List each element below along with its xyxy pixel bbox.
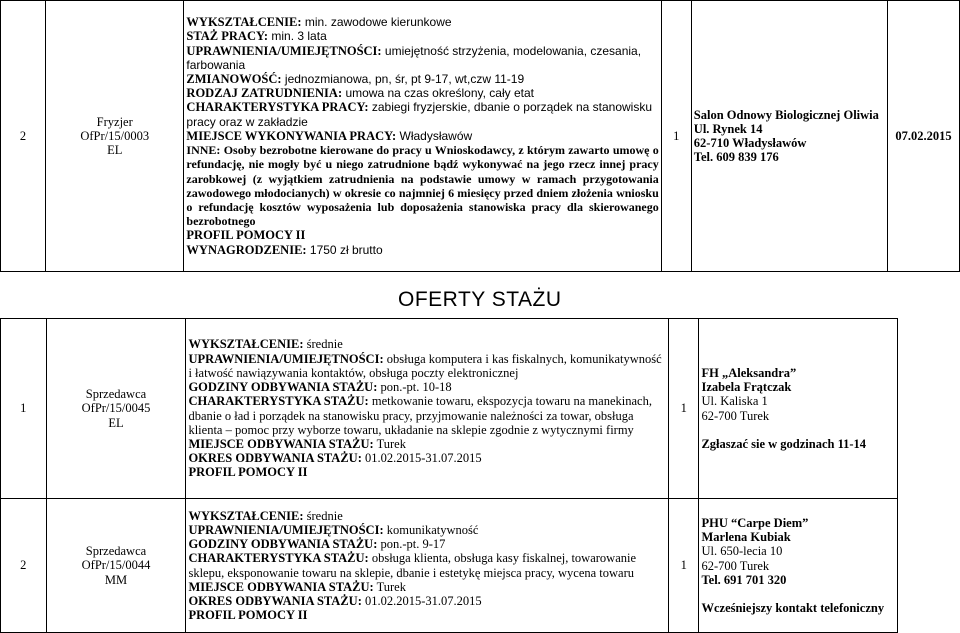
employment-type-value: umowa na czas określony, cały etat [342, 86, 534, 101]
experience-value: min. 3 lata [268, 29, 327, 44]
workplace-value: Władysławów [396, 128, 473, 143]
internship-initials: MM [104, 572, 128, 587]
internship-description-label: CHARAKTERYSTYKA STAŻU: [188, 394, 369, 409]
employer-cell [691, 1, 887, 272]
period-value: 01.02.2015-31.07.2015 [361, 451, 482, 466]
internship-initials: EL [108, 415, 124, 430]
employer-name: FH „Aleksandra” [701, 365, 797, 380]
skills-label: UPRAWNIENIA/UMIEJĘTNOŚCI: [186, 43, 382, 58]
internship-number: 1 [1, 319, 47, 499]
skills-value: umiejętność strzyżenia, modelowania, czesania, farbowania [186, 43, 642, 72]
employer-person: Izabela Frątczak [701, 380, 792, 395]
work-description-value: zabiegi fryzjerskie, dbanie o porządek na stanowisku pracy oraz w zakładzie [186, 100, 653, 129]
experience-label: STAŻ PRACY: [186, 29, 269, 44]
education-value: średnie [303, 337, 343, 352]
employer-city: 62-700 Turek [701, 408, 770, 423]
internship-offers-table [0, 318, 898, 633]
employer-street: Ul. Rynek 14 [693, 121, 763, 136]
hours-value: pon.-pt. 10-18 [377, 380, 452, 395]
location-label: MIEJSCE ODBYWANIA STAŻU: [188, 436, 374, 451]
shifts-label: ZMIANOWOŚĆ: [186, 72, 282, 87]
location-value: Turek [373, 436, 406, 451]
employer-cell [699, 319, 898, 499]
skills-label: UPRAWNIENIA/UMIEJĘTNOŚCI: [188, 522, 384, 537]
employer-phone: Tel. 609 839 176 [693, 150, 779, 165]
internship-code: OfPr/15/0044 [81, 558, 151, 573]
education-value: średnie [303, 508, 343, 523]
employer-note: Zgłaszać sie w godzinach 11-14 [701, 436, 867, 451]
skills-value: komunikatywność [383, 522, 479, 537]
internship-description-label: CHARAKTERYSTYKA STAŻU: [188, 551, 369, 566]
support-profile: PROFIL POMOCY II [186, 228, 306, 243]
employer-street: Ul. 650-lecia 10 [701, 544, 783, 559]
internship-title-cell [46, 499, 186, 633]
internship-description-value: metkowanie towaru, ekspozycja towaru na manekinach, dbanie o ład i porządek na stanowisku pracy, przyjmowanie należności za towar, obsługa klienta – pomoc przy wyborze towaru, układanie na sklepie zgodnie z wytycznymi firmy [188, 394, 652, 437]
hours-label: GODZINY ODBYWANIA STAŻU: [188, 537, 378, 552]
job-title-cell [46, 1, 184, 272]
employment-type-label: RODZAJ ZATRUDNIENIA: [186, 86, 343, 101]
other-info: INNE: Osoby bezrobotne kierowane do pracy u Wnioskodawcy, z którym zawarto umowę o refundację, nie mogły być u niego zatrudnione bądź wykonywać na jego rzecz innej pracy zarobkowej (z wyjątkiem zatrudnienia na podstawie umowy w ramach przygotowania zawodowego młodocianych) w okresie co najmniej 6 miesięcy przed dniem złożenia wniosku o refundację kosztów wyposażenia lub doposażenia stanowiska pracy dla skierowanego bezrobotnego [186, 143, 659, 229]
skills-label: UPRAWNIENIA/UMIEJĘTNOŚCI: [188, 351, 384, 366]
internship-code: OfPr/15/0045 [81, 401, 151, 416]
employer-note: Wcześniejszy kontakt telefoniczny [701, 600, 885, 615]
internship-description [186, 319, 669, 499]
table-row [1, 499, 898, 633]
support-profile: PROFIL POMOCY II [188, 608, 308, 623]
table-row [1, 319, 898, 499]
employer-person: Marlena Kubiak [701, 530, 791, 545]
employer-city: 62-710 Władysławów [693, 136, 807, 150]
job-offer-table [0, 0, 960, 272]
employer-city: 62-700 Turek [701, 558, 770, 573]
offer-description [184, 1, 661, 272]
employer-street: Ul. Kaliska 1 [701, 394, 768, 409]
hours-value: pon.-pt. 9-17 [377, 537, 446, 552]
positions-count: 1 [661, 1, 691, 272]
workplace-label: MIEJSCE WYKONYWANIA PRACY: [186, 128, 397, 143]
support-profile: PROFIL POMOCY II [188, 465, 308, 480]
salary-label: WYNAGRODZENIE: [186, 242, 307, 257]
employer-cell [699, 499, 898, 633]
internship-offers-heading: OFERTY STAŻU [398, 288, 562, 311]
offer-number: 2 [1, 1, 46, 272]
internship-description [186, 499, 669, 633]
positions-count: 1 [669, 319, 699, 499]
internship-title: Sprzedawca [85, 544, 147, 559]
education-value: min. zawodowe kierunkowe [301, 15, 452, 30]
internship-title-cell [46, 319, 186, 499]
salary-value: 1750 zł brutto [306, 242, 383, 257]
location-value: Turek [373, 579, 406, 594]
skills-value: obsługa komputera i kas fiskalnych, komunikatywność i łatwość nawiązywania kontaktów, obsługa poczty elektronicznej [188, 351, 662, 380]
period-label: OKRES ODBYWANIA STAŻU: [188, 593, 362, 608]
shifts-value: jednozmianowa, pn, śr, pt 9-17, wt,czw 11-19 [281, 72, 525, 87]
period-label: OKRES ODBYWANIA STAŻU: [188, 451, 362, 466]
location-label: MIEJSCE ODBYWANIA STAŻU: [188, 579, 374, 594]
internship-title: Sprzedawca [85, 387, 147, 402]
hours-label: GODZINY ODBYWANIA STAŻU: [188, 380, 378, 395]
internship-number: 2 [1, 499, 47, 633]
offer-date: 07.02.2015 [888, 1, 960, 272]
period-value: 01.02.2015-31.07.2015 [361, 593, 482, 608]
table-row [1, 1, 960, 272]
work-description-label: CHARAKTERYSTYKA PRACY: [186, 100, 369, 115]
employer-name: Salon Odnowy Biologicznej Oliwia [693, 107, 879, 122]
internship-description-value: obsługa klienta, obsługa kasy fiskalnej, towarowanie sklepu, eksponowanie towaru na sklepie, dbanie i estetykę miejsca pracy, wycena towaru [188, 551, 637, 580]
employer-name: PHU “Carpe Diem” [701, 515, 809, 530]
offer-code: OfPr/15/0003 [80, 128, 150, 143]
job-title: Fryzjer [96, 114, 133, 129]
education-label: WYKSZTAŁCENIE: [186, 15, 302, 30]
education-label: WYKSZTAŁCENIE: [188, 337, 304, 352]
offer-initials: EL [107, 143, 123, 158]
positions-count: 1 [669, 499, 699, 633]
employer-phone: Tel. 691 701 320 [701, 572, 787, 587]
education-label: WYKSZTAŁCENIE: [188, 508, 304, 523]
